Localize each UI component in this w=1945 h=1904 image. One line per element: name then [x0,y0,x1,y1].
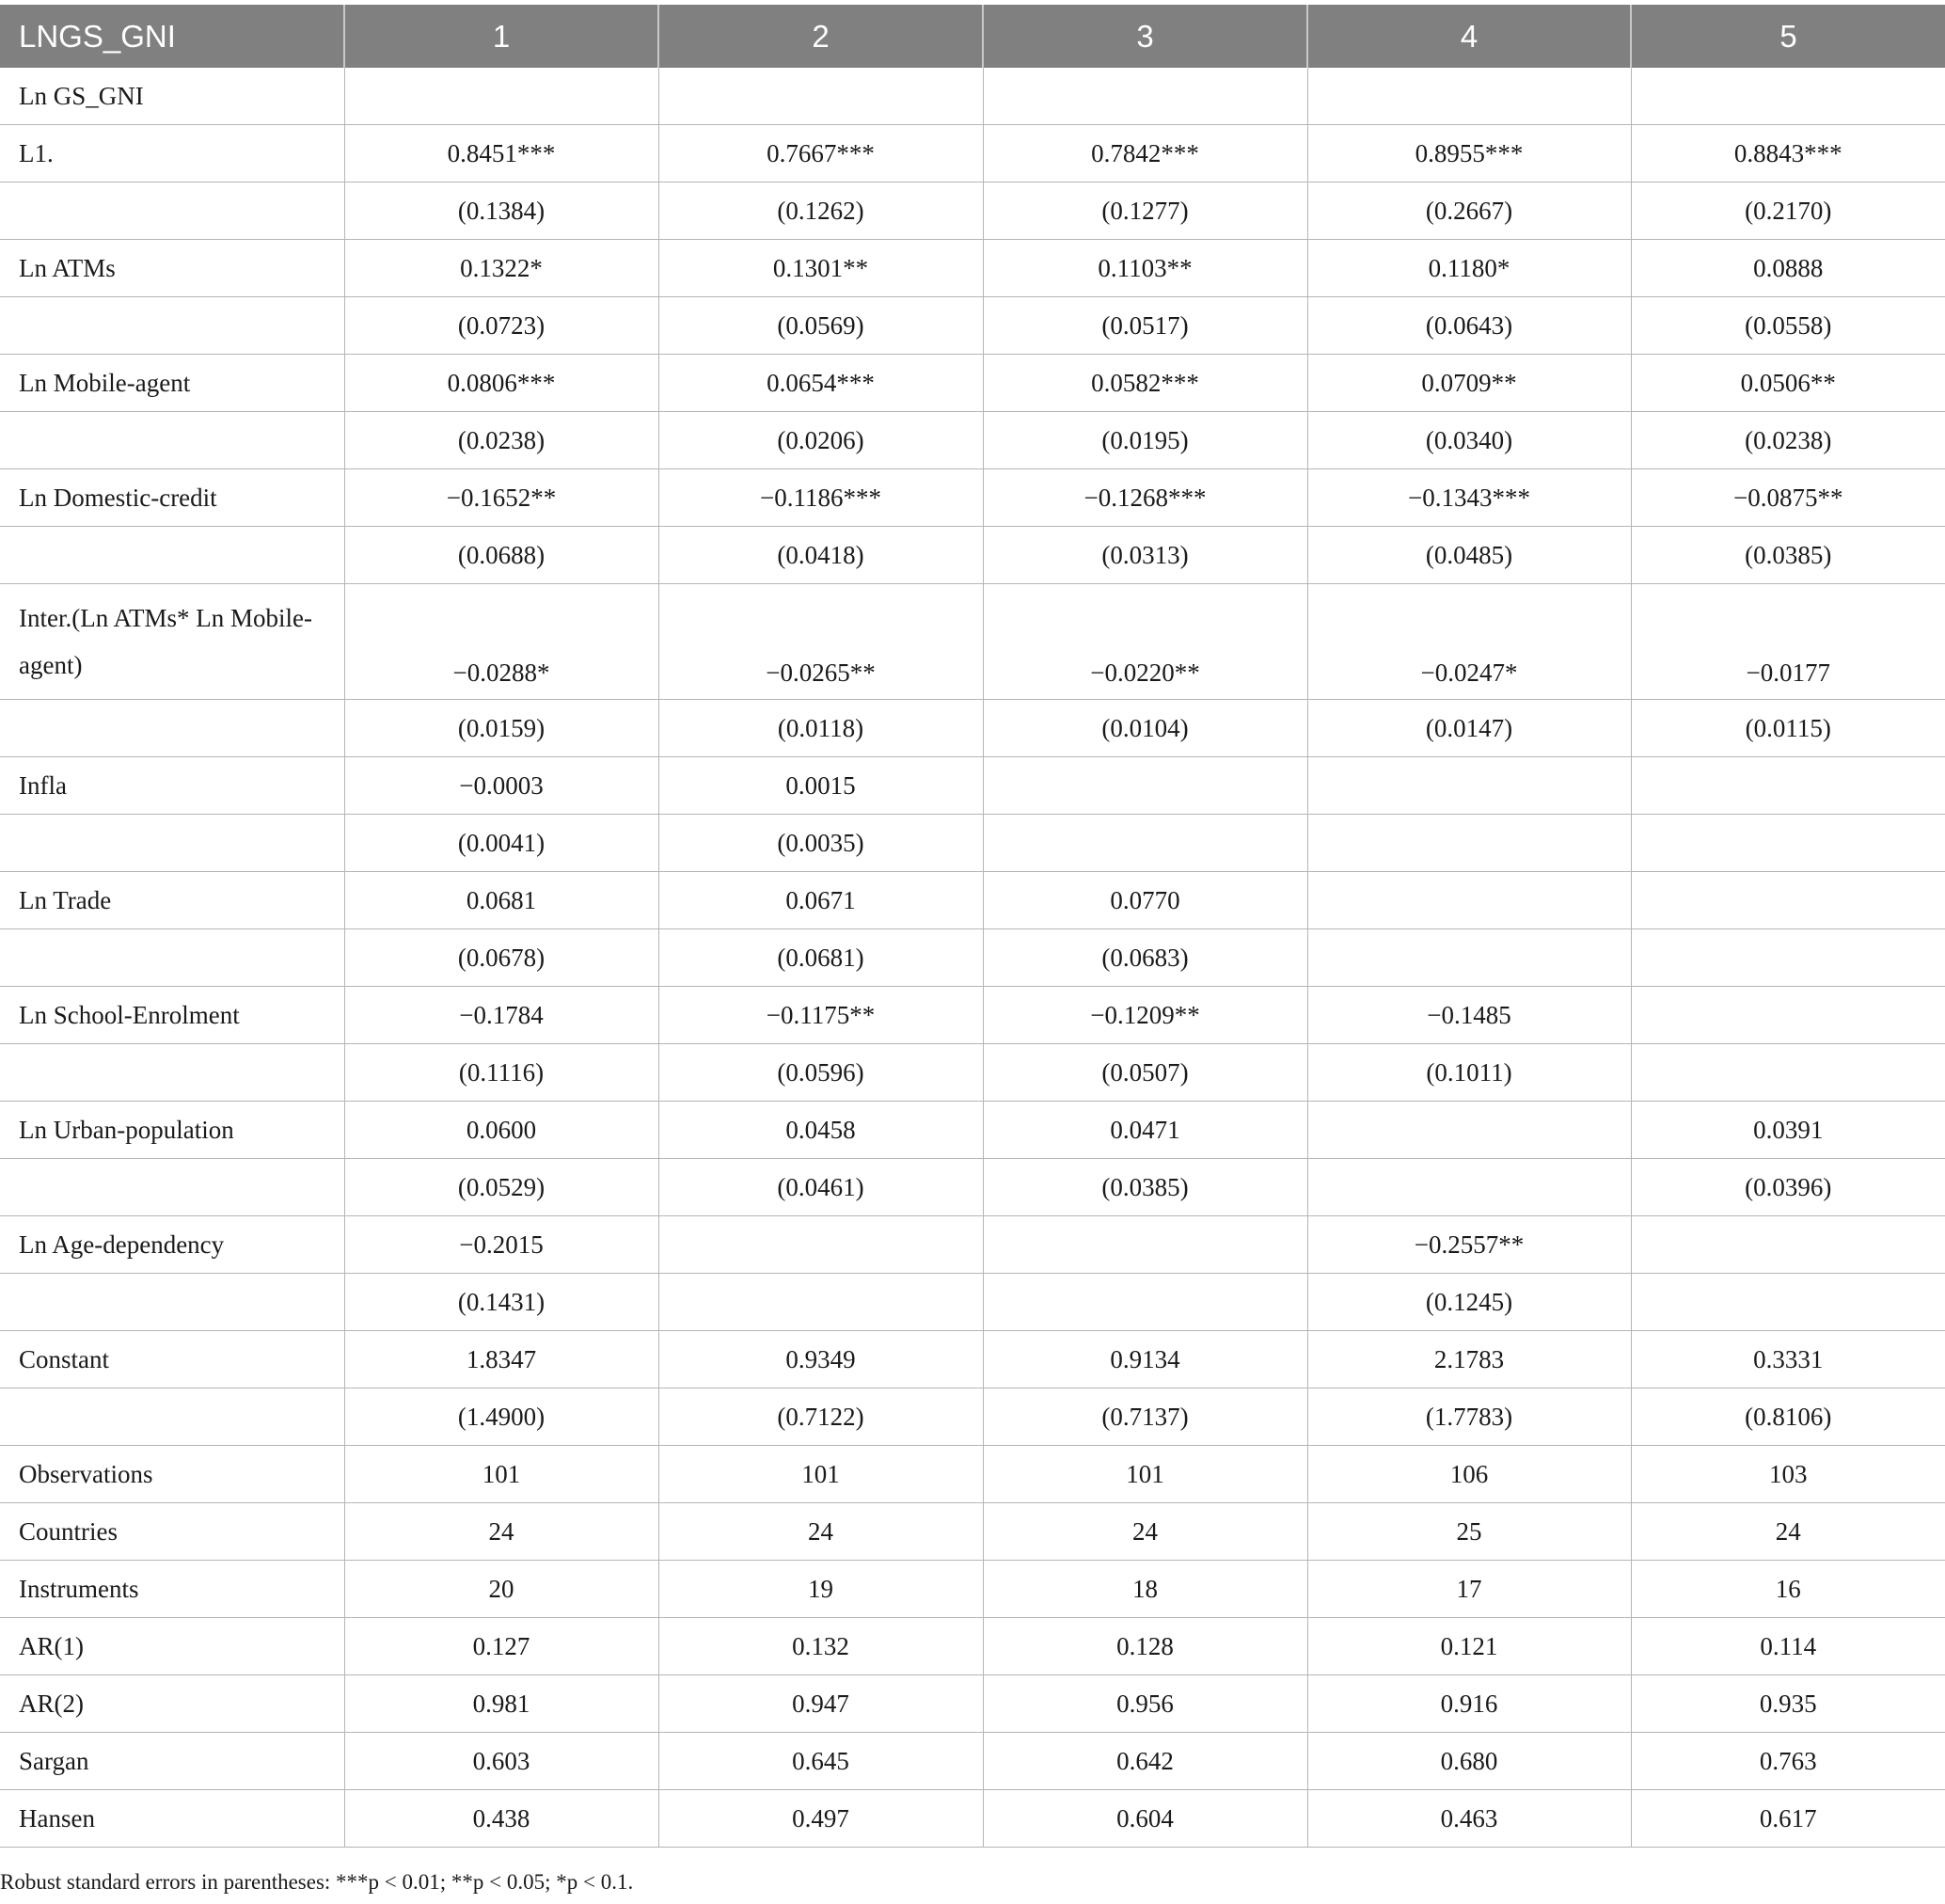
cell-model-2: 0.497 [658,1790,983,1848]
cell-model-4 [1307,929,1631,987]
table-row [0,1675,1945,1733]
row-label: Ln Domestic-credit [0,469,344,527]
cell-model-2: 0.0458 [658,1102,983,1159]
cell-model-4: (0.0485) [1307,527,1631,584]
cell-model-3: 0.0582*** [983,355,1307,412]
row-label [0,1274,344,1331]
cell-model-5: (0.0385) [1631,527,1945,584]
row-label: Ln Trade [0,872,344,929]
table-row [0,1274,1945,1331]
cell-model-5: 0.763 [1631,1733,1945,1790]
cell-model-3: 0.604 [983,1790,1307,1848]
cell-model-1: (0.1116) [344,1044,658,1102]
cell-model-3: (0.0507) [983,1044,1307,1102]
cell-model-4: (0.1245) [1307,1274,1631,1331]
cell-model-1: 101 [344,1446,658,1503]
cell-model-3 [983,68,1307,125]
cell-model-2 [658,68,983,125]
cell-model-5: 0.114 [1631,1618,1945,1675]
table-row [0,1044,1945,1102]
cell-model-3: (0.1277) [983,182,1307,240]
table-row [0,700,1945,757]
cell-model-3: 18 [983,1561,1307,1618]
row-label: Ln ATMs [0,240,344,297]
cell-model-2: (0.7122) [658,1388,983,1446]
row-label: Infla [0,757,344,815]
cell-model-3 [983,757,1307,815]
cell-model-2: −0.0265** [658,584,983,700]
cell-model-5: 103 [1631,1446,1945,1503]
cell-model-5: (0.0115) [1631,700,1945,757]
row-label: AR(2) [0,1675,344,1733]
cell-model-4 [1307,872,1631,929]
row-label [0,929,344,987]
cell-model-3: (0.0683) [983,929,1307,987]
row-label [0,527,344,584]
cell-model-4: −0.1343*** [1307,469,1631,527]
row-label [0,1159,344,1216]
cell-model-5: (0.2170) [1631,182,1945,240]
table-row [0,297,1945,355]
cell-model-1: (0.1431) [344,1274,658,1331]
cell-model-3: 0.128 [983,1618,1307,1675]
cell-model-4: (1.7783) [1307,1388,1631,1446]
cell-model-4: 2.1783 [1307,1331,1631,1388]
row-label: Hansen [0,1790,344,1848]
header-model-1: 1 [344,5,658,68]
cell-model-1: (0.0723) [344,297,658,355]
cell-model-1: (0.0159) [344,700,658,757]
row-label: Inter.(Ln ATMs* Ln Mobile-agent) [0,584,344,700]
row-label: Sargan [0,1733,344,1790]
cell-model-4: −0.2557** [1307,1216,1631,1274]
cell-model-3: (0.0195) [983,412,1307,469]
cell-model-1: −0.1652** [344,469,658,527]
cell-model-4: 0.1180* [1307,240,1631,297]
cell-model-2: 0.947 [658,1675,983,1733]
cell-model-4 [1307,815,1631,872]
cell-model-4: (0.1011) [1307,1044,1631,1102]
cell-model-2: (0.0206) [658,412,983,469]
cell-model-3: −0.1268*** [983,469,1307,527]
cell-model-5: −0.0177 [1631,584,1945,700]
table-row [0,1561,1945,1618]
row-label: Ln Mobile-agent [0,355,344,412]
cell-model-3: (0.0385) [983,1159,1307,1216]
row-label: Instruments [0,1561,344,1618]
cell-model-5: 24 [1631,1503,1945,1561]
cell-model-1: (0.0688) [344,527,658,584]
table-row [0,1446,1945,1503]
cell-model-4: 0.916 [1307,1675,1631,1733]
cell-model-1: (1.4900) [344,1388,658,1446]
cell-model-1: (0.0678) [344,929,658,987]
table-row [0,1331,1945,1388]
cell-model-4: 106 [1307,1446,1631,1503]
cell-model-3: 0.0770 [983,872,1307,929]
row-label: L1. [0,125,344,182]
table-row [0,527,1945,584]
cell-model-2: 24 [658,1503,983,1561]
cell-model-1: 0.8451*** [344,125,658,182]
cell-model-3: 0.642 [983,1733,1307,1790]
cell-model-5: 0.8843*** [1631,125,1945,182]
cell-model-2: 0.132 [658,1618,983,1675]
cell-model-1: 0.603 [344,1733,658,1790]
cell-model-4: −0.1485 [1307,987,1631,1044]
row-label: Ln GS_GNI [0,68,344,125]
table-row [0,987,1945,1044]
cell-model-4: 0.0709** [1307,355,1631,412]
cell-model-3: 0.956 [983,1675,1307,1733]
table-row [0,1503,1945,1561]
regression-table-container [0,5,1945,1848]
row-label [0,1044,344,1102]
header-model-2: 2 [658,5,983,68]
row-label: AR(1) [0,1618,344,1675]
cell-model-1: −0.2015 [344,1216,658,1274]
cell-model-2: (0.0118) [658,700,983,757]
cell-model-5: 0.935 [1631,1675,1945,1733]
cell-model-2: (0.1262) [658,182,983,240]
cell-model-2: (0.0035) [658,815,983,872]
header-row [0,5,1945,68]
cell-model-2: (0.0418) [658,527,983,584]
cell-model-4: (0.0643) [1307,297,1631,355]
table-row [0,1618,1945,1675]
row-label: Ln School-Enrolment [0,987,344,1044]
header-model-3: 3 [983,5,1307,68]
row-label: Countries [0,1503,344,1561]
regression-table [0,5,1945,1848]
cell-model-3: (0.0517) [983,297,1307,355]
table-row [0,929,1945,987]
cell-model-5: 0.0391 [1631,1102,1945,1159]
cell-model-1: 0.1322* [344,240,658,297]
cell-model-2: 0.0654*** [658,355,983,412]
table-row [0,1733,1945,1790]
cell-model-5 [1631,1216,1945,1274]
table-row [0,757,1945,815]
cell-model-3: 0.1103** [983,240,1307,297]
cell-model-2: −0.1175** [658,987,983,1044]
cell-model-3 [983,815,1307,872]
cell-model-4: 0.121 [1307,1618,1631,1675]
cell-model-1: (0.0238) [344,412,658,469]
cell-model-2: 0.7667*** [658,125,983,182]
cell-model-3 [983,1274,1307,1331]
row-label: Observations [0,1446,344,1503]
cell-model-3: 0.9134 [983,1331,1307,1388]
row-label: Ln Urban-population [0,1102,344,1159]
table-row [0,872,1945,929]
cell-model-5 [1631,987,1945,1044]
table-row [0,182,1945,240]
cell-model-1 [344,68,658,125]
table-row [0,412,1945,469]
cell-model-1: 1.8347 [344,1331,658,1388]
cell-model-1: 0.127 [344,1618,658,1675]
cell-model-1: 0.0806*** [344,355,658,412]
table-row [0,1159,1945,1216]
table-row [0,355,1945,412]
cell-model-5: (0.0558) [1631,297,1945,355]
table-row [0,584,1945,700]
table-footnote: Robust standard errors in parentheses: ***p < 0.01; **p < 0.05; *p < 0.1. [0,1870,634,1894]
cell-model-2: (0.0461) [658,1159,983,1216]
cell-model-4: (0.0147) [1307,700,1631,757]
cell-model-5 [1631,929,1945,987]
table-header [0,5,1945,68]
cell-model-4: 17 [1307,1561,1631,1618]
cell-model-2: −0.1186*** [658,469,983,527]
cell-model-5: (0.0396) [1631,1159,1945,1216]
cell-model-2: (0.0569) [658,297,983,355]
cell-model-4: 0.680 [1307,1733,1631,1790]
cell-model-3: 101 [983,1446,1307,1503]
cell-model-5: (0.0238) [1631,412,1945,469]
cell-model-5 [1631,1044,1945,1102]
cell-model-3 [983,1216,1307,1274]
cell-model-2 [658,1274,983,1331]
cell-model-5 [1631,872,1945,929]
cell-model-5: 16 [1631,1561,1945,1618]
table-row [0,1388,1945,1446]
cell-model-4: 0.463 [1307,1790,1631,1848]
cell-model-2: 0.645 [658,1733,983,1790]
table-row [0,1216,1945,1274]
cell-model-2: 0.0015 [658,757,983,815]
header-model-5: 5 [1631,5,1945,68]
cell-model-3: (0.0313) [983,527,1307,584]
cell-model-5 [1631,1274,1945,1331]
table-row [0,240,1945,297]
cell-model-5: 0.0888 [1631,240,1945,297]
table-row [0,68,1945,125]
cell-model-2: 0.0671 [658,872,983,929]
cell-model-2: (0.0681) [658,929,983,987]
row-label [0,182,344,240]
cell-model-2: 101 [658,1446,983,1503]
cell-model-1: 0.981 [344,1675,658,1733]
cell-model-1: −0.1784 [344,987,658,1044]
cell-model-3: (0.0104) [983,700,1307,757]
cell-model-3: (0.7137) [983,1388,1307,1446]
cell-model-2: (0.0596) [658,1044,983,1102]
cell-model-5: −0.0875** [1631,469,1945,527]
cell-model-3: 0.7842*** [983,125,1307,182]
cell-model-1: −0.0288* [344,584,658,700]
cell-model-2: 0.1301** [658,240,983,297]
cell-model-1: 0.0681 [344,872,658,929]
cell-model-1: (0.0041) [344,815,658,872]
cell-model-4 [1307,68,1631,125]
cell-model-3: −0.1209** [983,987,1307,1044]
cell-model-4 [1307,1102,1631,1159]
table-body [0,68,1945,1848]
header-dependent-variable: LNGS_GNI [0,5,344,68]
cell-model-1: 20 [344,1561,658,1618]
cell-model-1: −0.0003 [344,757,658,815]
cell-model-1: 0.438 [344,1790,658,1848]
cell-model-4: (0.2667) [1307,182,1631,240]
cell-model-5: 0.0506** [1631,355,1945,412]
cell-model-1: (0.0529) [344,1159,658,1216]
cell-model-1: 24 [344,1503,658,1561]
cell-model-3: 0.0471 [983,1102,1307,1159]
row-label [0,1388,344,1446]
cell-model-1: 0.0600 [344,1102,658,1159]
cell-model-4: 25 [1307,1503,1631,1561]
table-row [0,1790,1945,1848]
row-label [0,297,344,355]
table-row [0,125,1945,182]
cell-model-5 [1631,815,1945,872]
row-label: Ln Age-dependency [0,1216,344,1274]
cell-model-2 [658,1216,983,1274]
cell-model-1: (0.1384) [344,182,658,240]
cell-model-4 [1307,1159,1631,1216]
cell-model-4: −0.0247* [1307,584,1631,700]
cell-model-3: −0.0220** [983,584,1307,700]
cell-model-4: 0.8955*** [1307,125,1631,182]
cell-model-5: 0.3331 [1631,1331,1945,1388]
cell-model-4: (0.0340) [1307,412,1631,469]
cell-model-5 [1631,757,1945,815]
header-model-4: 4 [1307,5,1631,68]
cell-model-2: 0.9349 [658,1331,983,1388]
row-label [0,412,344,469]
cell-model-2: 19 [658,1561,983,1618]
cell-model-5: (0.8106) [1631,1388,1945,1446]
cell-model-4 [1307,757,1631,815]
cell-model-5: 0.617 [1631,1790,1945,1848]
row-label [0,815,344,872]
cell-model-3: 24 [983,1503,1307,1561]
row-label: Constant [0,1331,344,1388]
cell-model-5 [1631,68,1945,125]
row-label [0,700,344,757]
table-row [0,1102,1945,1159]
table-row [0,469,1945,527]
table-row [0,815,1945,872]
